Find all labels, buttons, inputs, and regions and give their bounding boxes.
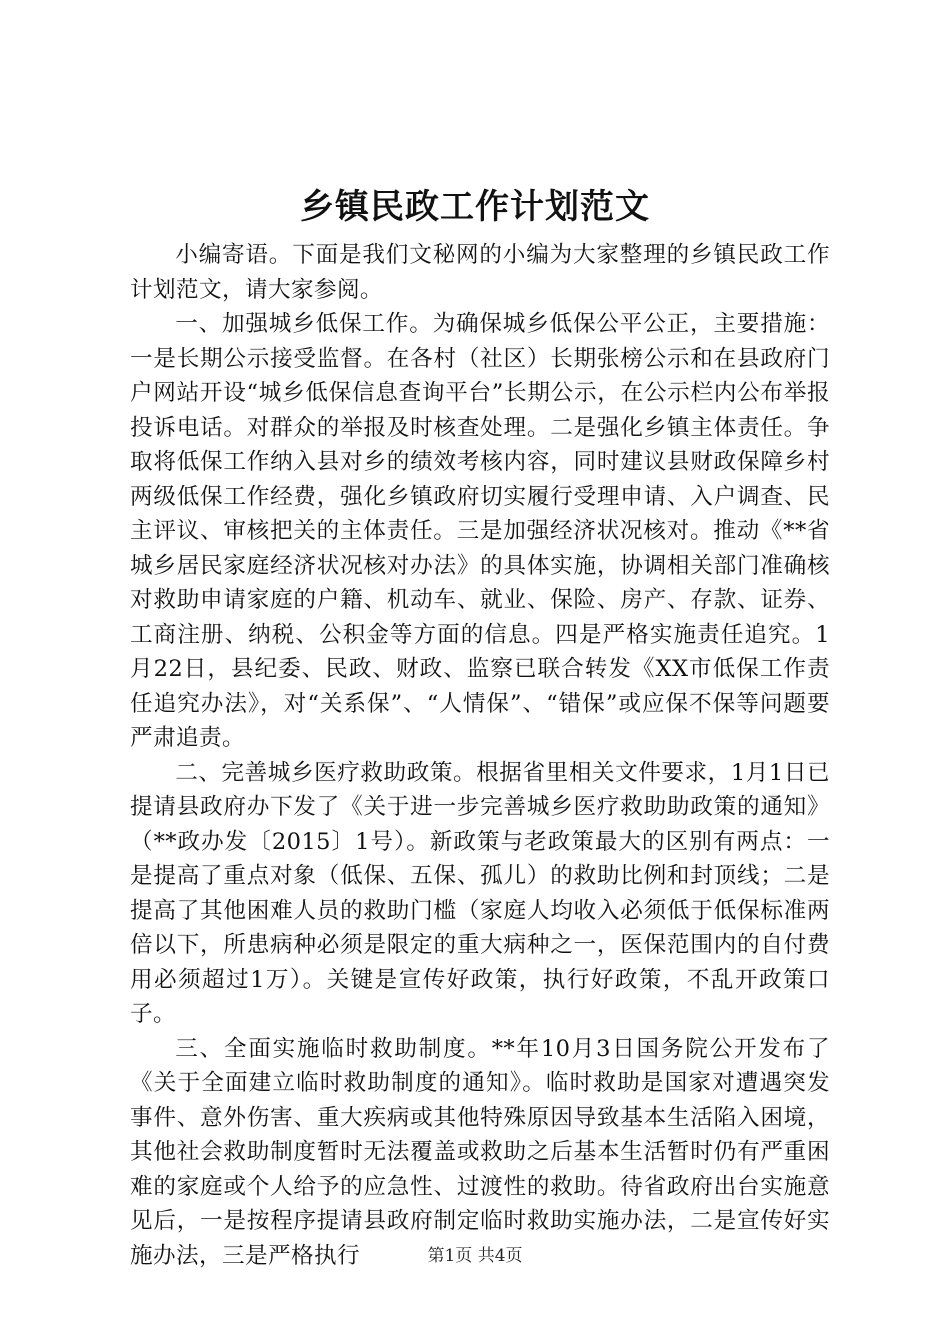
paragraph-section-3: 三、全面实施临时救助制度。**年10月3日国务院公开发布了《关于全面建立临时救助制度的通知》。临时救助是国家对遭遇突发事件、意外伤害、重大疾病或其他特殊原因导致基本生活陷入困境，其他社会救助制度暂时无法覆盖或救助之后基本生活暂时仍有严重困难的家庭或个人给予的应急性、过渡性的救助。待省政府出台实施意见后，一是按程序提请县政府制定临时救助实施办法，二是宣传好实施办法，三是严格执行 — [130, 1035, 830, 1269]
document-title: 乡镇民政工作计划范文 — [300, 187, 650, 227]
paragraph-intro: 小编寄语。下面是我们文秘网的小编为大家整理的乡镇民政工作计划范文，请大家参阅。 — [130, 242, 830, 303]
paragraph-section-1: 一、加强城乡低保工作。为确保城乡低保公平公正，主要措施：一是长期公示接受监督。在各村（社区）长期张榜公示和在县政府门户网站开设“城乡低保信息查询平台”长期公示，在公示栏内公布举报投诉电话。对群众的举报及时核查处理。二是强化乡镇主体责任。争取将低保工作纳入县对乡的绩效考核内容，同时建议县财政保障乡村两级低保工作经费，强化乡镇政府切实履行受理申请、入户调查、民主评议、审核把关的主体责任。三是加强经济状况核对。推动《**省城乡居民家庭经济状况核对办法》的具体实施，协调相关部门准确核对救助申请家庭的户籍、机动车、就业、保险、房产、存款、证券、工商注册、纳税、公积金等方面的信息。四是严格实施责任追究。1月22日，县纪委、民政、财政、监察已联合转发《XX市低保工作责任追究办法》，对“关系保”、“人情保”、“错保”或应保不保等问题要严肃追责。 — [130, 311, 830, 751]
document-body — [130, 238, 830, 1273]
paragraph-section-2: 二、完善城乡医疗救助政策。根据省里相关文件要求，1月1日已提请县政府办下发了《关于进一步完善城乡医疗救助助政策的通知》（**政办发〔2015〕1号）。新政策与老政策最大的区别有两点：一是提高了重点对象（低保、五保、孤儿）的救助比例和封顶线；二是提高了其他困难人员的救助门槛（家庭人均收入必须低于低保标准两倍以下，所患病种必须是限定的重大病种之一，医保范围内的自付费用必须超过1万）。关键是宣传好政策，执行好政策，不乱开政策口子。 — [130, 759, 830, 1027]
page-number-footer: 第1页 共4页 — [427, 1246, 523, 1266]
